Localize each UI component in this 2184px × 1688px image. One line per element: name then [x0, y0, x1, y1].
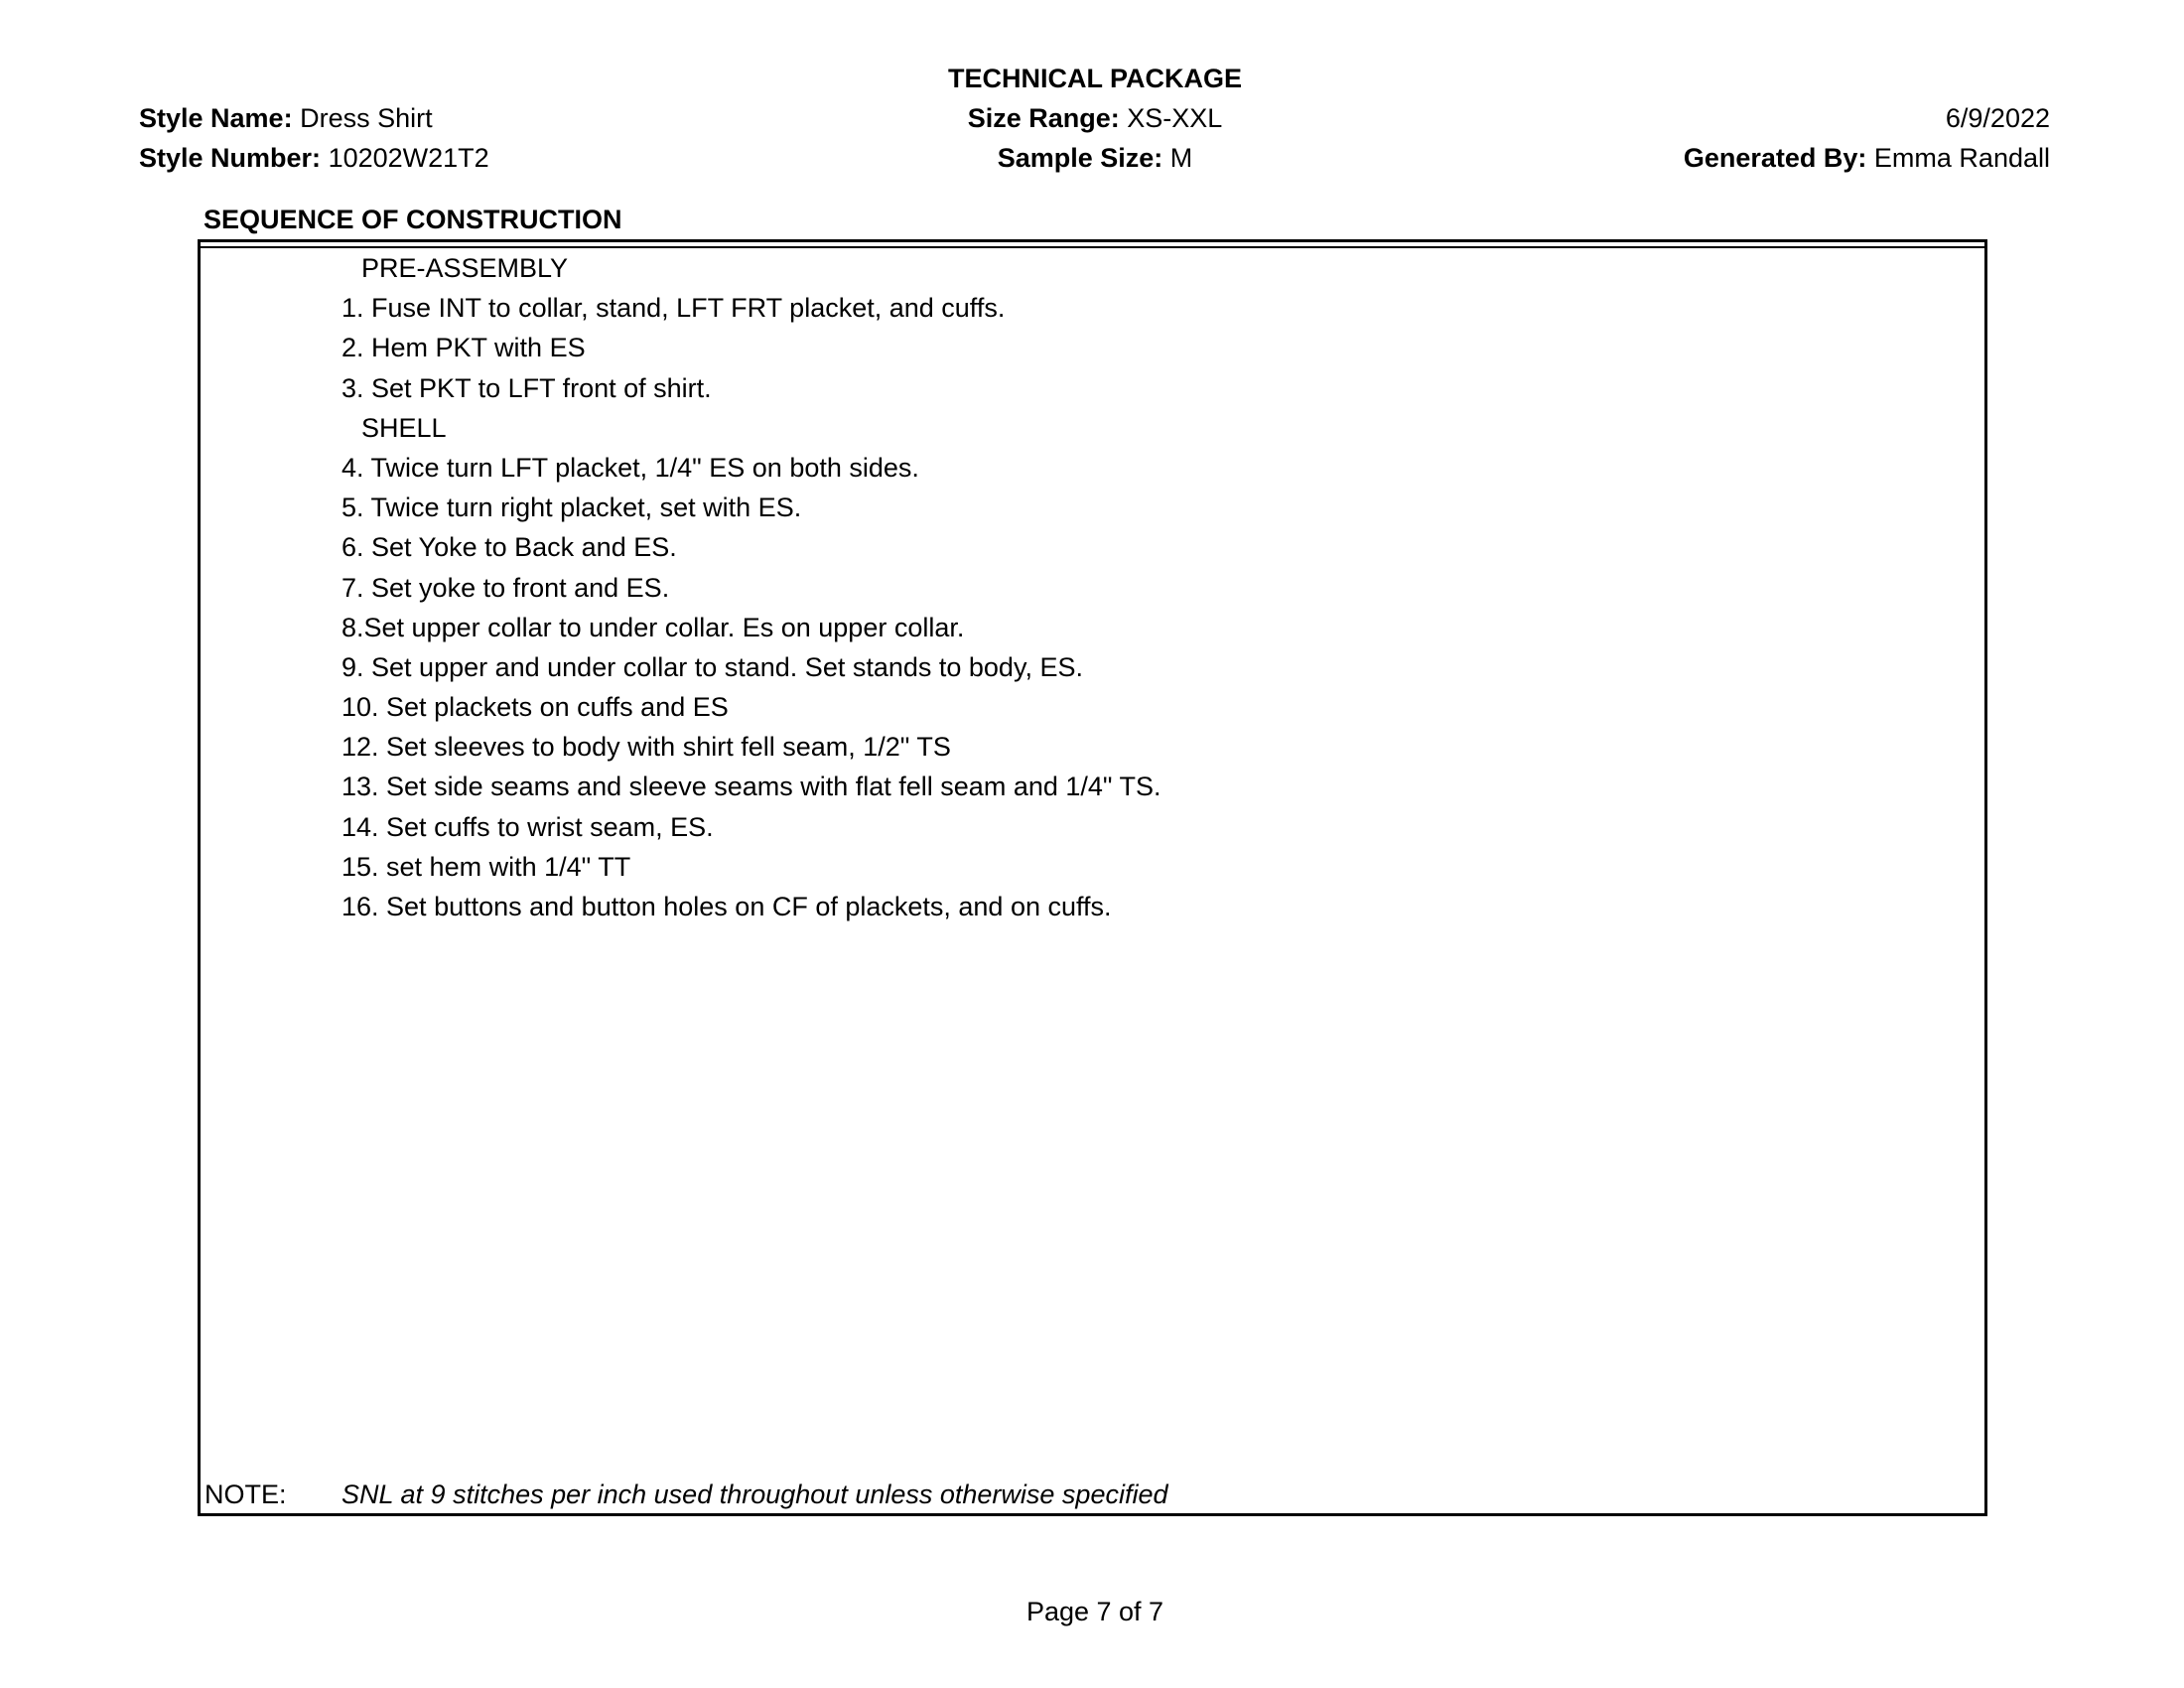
construction-step: 2. Hem PKT with ES [341, 333, 586, 363]
construction-step: 12. Set sleeves to body with shirt fell seam, 1/2" TS [341, 732, 951, 763]
generated-by-value: Emma Randall [1873, 143, 2050, 173]
construction-step: 6. Set Yoke to Back and ES. [341, 532, 677, 563]
note-text: SNL at 9 stitches per inch used throughout unless otherwise specified [341, 1479, 1168, 1509]
style-name-label: Style Name: [139, 103, 293, 133]
generated-by-label: Generated By: [1683, 143, 1867, 173]
construction-box [198, 239, 1987, 1516]
size-range-value: XS-XXL [1127, 103, 1223, 133]
size-range-field [968, 101, 1223, 135]
sample-size-label: Sample Size: [997, 143, 1163, 173]
construction-step: 9. Set upper and under collar to stand. Set stands to body, ES. [341, 651, 1083, 682]
construction-step: 15. set hem with 1/4" TT [341, 851, 631, 882]
generated-by-field [1684, 141, 2050, 175]
construction-step: 5. Twice turn right placket, set with ES. [341, 492, 802, 523]
style-name-field [139, 101, 433, 135]
construction-step: 16. Set buttons and button holes on CF of plackets, and on cuffs. [341, 892, 1112, 921]
construction-step: 1. Fuse INT to collar, stand, LFT FRT placket, and cuffs. [341, 293, 1006, 324]
construction-step: 7. Set yoke to front and ES. [341, 572, 670, 603]
style-number-field [139, 141, 489, 175]
date: 6/9/2022 [1945, 103, 2050, 133]
step-heading: SHELL [361, 412, 447, 443]
construction-step: 13. Set side seams and sleeve seams with flat fell seam and 1/4" TS. [341, 772, 1161, 802]
sample-size-value: M [1169, 143, 1193, 173]
construction-step: 8.Set upper collar to under collar. Es on upper collar. [341, 612, 965, 642]
style-name-value: Dress Shirt [300, 103, 433, 133]
style-number-label: Style Number: [139, 143, 322, 173]
construction-step: 3. Set PKT to LFT front of shirt. [341, 372, 712, 403]
construction-step: 4. Twice turn LFT placket, 1/4" ES on both sides. [341, 452, 919, 483]
construction-step: 14. Set cuffs to wrist seam, ES. [341, 811, 714, 842]
note-label: NOTE: [205, 1479, 287, 1509]
construction-step: 10. Set plackets on cuffs and ES [341, 692, 729, 723]
sample-size-field [998, 141, 1193, 175]
page-number: Page 7 of 7 [1025, 1597, 1164, 1626]
construction-steps-list [341, 248, 1161, 926]
document-title: TECHNICAL PACKAGE [947, 64, 1243, 93]
section-title: SEQUENCE OF CONSTRUCTION [204, 205, 622, 234]
size-range-label: Size Range: [967, 103, 1120, 133]
style-number-value: 10202W21T2 [328, 143, 489, 173]
step-heading: PRE-ASSEMBLY [361, 253, 569, 283]
